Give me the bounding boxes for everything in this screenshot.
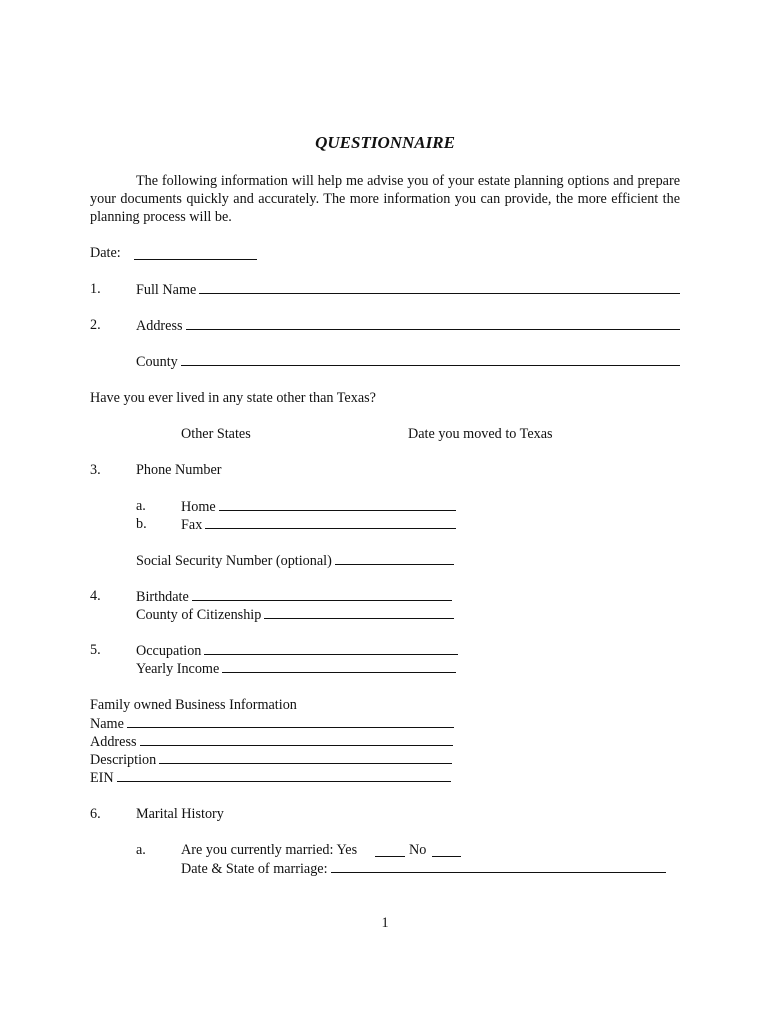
q2-number: 2. bbox=[90, 317, 101, 333]
birthdate-row bbox=[136, 587, 452, 606]
currently-married-label: Are you currently married: Yes bbox=[181, 842, 358, 858]
q4-number: 4. bbox=[90, 588, 101, 604]
birthdate-field[interactable] bbox=[192, 587, 452, 601]
business-description-row bbox=[90, 750, 452, 769]
yearly-income-label: Yearly Income bbox=[136, 661, 220, 677]
other-states-header: Other States bbox=[181, 426, 251, 442]
business-address-label: Address bbox=[90, 734, 137, 750]
fax-label: Fax bbox=[181, 517, 203, 533]
citizenship-field[interactable] bbox=[264, 605, 454, 619]
married-no-field[interactable] bbox=[432, 856, 461, 857]
business-heading: Family owned Business Information bbox=[90, 697, 297, 713]
citizenship-row bbox=[136, 605, 454, 624]
ssn-field[interactable] bbox=[335, 551, 454, 565]
business-name-row bbox=[90, 714, 454, 733]
business-address-row bbox=[90, 732, 453, 751]
home-phone-label: Home bbox=[181, 499, 216, 515]
business-ein-row bbox=[90, 768, 451, 787]
business-ein-field[interactable] bbox=[117, 768, 451, 782]
business-name-label: Name bbox=[90, 716, 124, 732]
lived-other-state-question: Have you ever lived in any state other than Texas? bbox=[90, 390, 376, 406]
home-letter: a. bbox=[136, 498, 146, 514]
fax-row bbox=[181, 515, 456, 534]
yearly-income-row bbox=[136, 659, 456, 678]
ssn-row bbox=[136, 551, 454, 570]
business-ein-label: EIN bbox=[90, 770, 114, 786]
married-no-label: No bbox=[409, 842, 427, 858]
date-label: Date: bbox=[90, 245, 121, 261]
full-name-row bbox=[136, 280, 680, 299]
full-name-field[interactable] bbox=[199, 280, 680, 294]
citizenship-label: County of Citizenship bbox=[136, 607, 262, 623]
marital-history-label: Marital History bbox=[136, 806, 224, 822]
county-field[interactable] bbox=[181, 352, 680, 366]
ssn-label: Social Security Number (optional) bbox=[136, 553, 332, 569]
intro-paragraph: The following information will help me advise you of your estate planning options and prepare your documents quickly and accurately. The more information you can provide, the more efficient the planning process will be. bbox=[90, 173, 680, 225]
yearly-income-field[interactable] bbox=[222, 659, 456, 673]
q1-number: 1. bbox=[90, 281, 101, 297]
q5-number: 5. bbox=[90, 642, 101, 658]
county-row bbox=[136, 352, 680, 371]
date-field[interactable] bbox=[134, 259, 257, 260]
occupation-row bbox=[136, 641, 458, 660]
business-description-field[interactable] bbox=[159, 750, 452, 764]
marriage-date-label: Date & State of marriage: bbox=[181, 861, 328, 877]
business-description-label: Description bbox=[90, 752, 157, 768]
business-address-field[interactable] bbox=[140, 732, 454, 746]
page-title: QUESTIONNAIRE bbox=[315, 133, 455, 152]
home-phone-field[interactable] bbox=[219, 497, 456, 511]
q3-number: 3. bbox=[90, 462, 101, 478]
home-phone-row bbox=[181, 497, 456, 516]
married-yes-field[interactable] bbox=[375, 856, 405, 857]
county-label: County bbox=[136, 354, 178, 370]
fax-field[interactable] bbox=[205, 515, 456, 529]
address-row bbox=[136, 316, 680, 335]
address-label: Address bbox=[136, 318, 183, 334]
marriage-date-row bbox=[181, 859, 666, 878]
address-field[interactable] bbox=[186, 316, 681, 330]
marital-a-letter: a. bbox=[136, 842, 146, 858]
phone-number-label: Phone Number bbox=[136, 462, 222, 478]
full-name-label: Full Name bbox=[136, 282, 197, 298]
page-number: 1 bbox=[381, 915, 389, 931]
marriage-date-field[interactable] bbox=[331, 859, 666, 873]
birthdate-label: Birthdate bbox=[136, 589, 189, 605]
business-name-field[interactable] bbox=[127, 714, 454, 728]
occupation-field[interactable] bbox=[204, 641, 458, 655]
fax-letter: b. bbox=[136, 516, 147, 532]
occupation-label: Occupation bbox=[136, 643, 202, 659]
q6-number: 6. bbox=[90, 806, 101, 822]
date-moved-header: Date you moved to Texas bbox=[408, 426, 553, 442]
